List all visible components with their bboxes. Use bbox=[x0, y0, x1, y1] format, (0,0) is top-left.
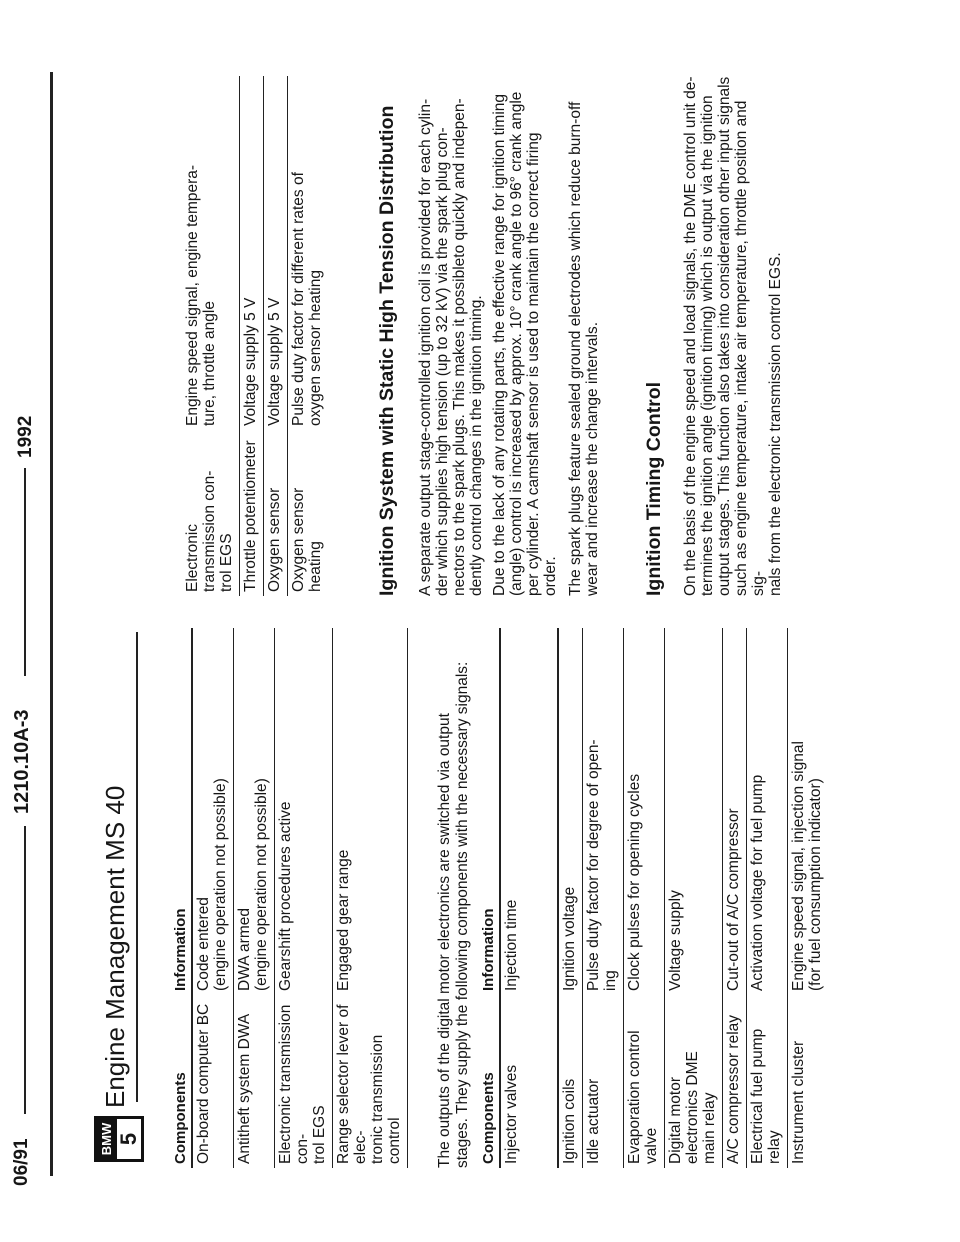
outputs-information: Cut-out of A/C compressor bbox=[723, 628, 747, 995]
outputs-component: Ignition coils bbox=[558, 995, 583, 1168]
header-year: 1992 bbox=[15, 415, 36, 458]
inputs-component: On-board computer BC bbox=[192, 995, 234, 1168]
section-ignition-p2: Due to the lack of any rotating parts, the effective range for ignition timing (angle) control is increased by approx. 10° crank angle to 96° crank angle per cylinder. A camshaft sensor is used to maintain the correct firing order. bbox=[491, 91, 559, 596]
table-row bbox=[583, 628, 624, 1168]
outputs-information: Ignition voltage bbox=[558, 628, 583, 995]
section-ignition-p3: The spark plugs feature sealed ground electrodes which reduce burn-off wear and increase the change intervals. bbox=[567, 101, 601, 596]
table-row bbox=[558, 628, 583, 1168]
header-full-rule bbox=[50, 72, 53, 1176]
table-row bbox=[288, 76, 329, 596]
table-row bbox=[192, 628, 234, 1168]
page-title: Engine Management MS 40 bbox=[100, 785, 130, 1108]
right-component: Oxygen sensor bbox=[264, 430, 288, 596]
outputs-component: Digital motor electronics DME main relay bbox=[665, 995, 723, 1168]
table-row bbox=[333, 628, 408, 1168]
header-doc-number: 1210.10A-3 bbox=[11, 709, 33, 814]
table-row bbox=[500, 628, 558, 1168]
inputs-component: Electronic transmission con- trol EGS bbox=[275, 995, 333, 1168]
table-row bbox=[264, 76, 288, 596]
header-rule-left bbox=[24, 826, 26, 1114]
right-information: Voltage supply 5 V bbox=[264, 76, 288, 430]
table-row bbox=[275, 628, 333, 1168]
section-timing-p1: On the basis of the engine speed and load signals, the DME control unit de- termines the ignition angle (ignition timing) which is output via the ignition output stages. This function also takes into consideration other input signals such as engine temperature, intake air temperature, throttle position and sig- nals from the electronic transmission control EGS. bbox=[682, 76, 784, 596]
right-information: Engine speed signal, engine tempera- ture, throttle angle bbox=[184, 164, 218, 426]
bmw-series-logo bbox=[94, 1116, 144, 1162]
outputs-information: Voltage supply bbox=[665, 628, 723, 995]
outputs-component: Idle actuator bbox=[583, 995, 624, 1168]
logo-series: 5 bbox=[116, 1132, 141, 1146]
outputs-component: A/C compressor relay bbox=[723, 995, 747, 1168]
page-header bbox=[11, 36, 51, 1186]
title-underline bbox=[136, 632, 138, 1102]
header-date: 06/91 bbox=[11, 1138, 32, 1186]
right-component: Throttle potentiometer bbox=[240, 430, 264, 596]
outputs-component: Electrical fuel pump relay bbox=[747, 995, 788, 1168]
logo-brand: BMW bbox=[97, 1119, 117, 1159]
right-component: Oxygen sensor heating bbox=[288, 430, 329, 596]
outputs-information: Activation voltage for fuel pump bbox=[747, 628, 788, 995]
inputs-information: Gearshift procedures active bbox=[275, 628, 333, 995]
outputs-information: Injection time bbox=[500, 628, 558, 995]
left-column bbox=[170, 628, 828, 1168]
table-row bbox=[665, 628, 723, 1168]
inputs-component: Antitheft system DWA bbox=[234, 995, 275, 1168]
table-row bbox=[788, 628, 829, 1168]
table-row bbox=[747, 628, 788, 1168]
inputs-col-components: Components bbox=[172, 1072, 189, 1164]
inputs-component: Range selector lever of elec- tronic transmission control bbox=[333, 995, 408, 1168]
outputs-component: Evaporation control valve bbox=[624, 995, 665, 1168]
outputs-information: Engine speed signal, injection signal (for fuel consumption indicator) bbox=[788, 628, 829, 995]
outputs-information: Clock pulses for opening cycles bbox=[624, 628, 665, 995]
header-rule-right bbox=[24, 468, 26, 676]
table-row bbox=[624, 628, 665, 1168]
table-row bbox=[234, 628, 275, 1168]
outputs-col-information: Information bbox=[480, 908, 497, 991]
outputs-component: Instrument cluster bbox=[788, 995, 829, 1168]
section-ignition-heading: Ignition System with Static High Tension Distribution bbox=[376, 105, 398, 596]
outputs-col-components: Components bbox=[480, 1072, 497, 1164]
right-information: Pulse duty factor for different rates of oxygen sensor heating bbox=[288, 76, 329, 430]
inputs-information: DWA armed (engine operation not possible) bbox=[234, 628, 275, 995]
inputs-information: Code entered (engine operation not possible) bbox=[192, 628, 234, 995]
inputs-col-information: Information bbox=[172, 908, 189, 991]
outputs-component: Injector valves bbox=[500, 995, 558, 1168]
section-timing-heading: Ignition Timing Control bbox=[643, 381, 665, 596]
table-row bbox=[182, 76, 240, 596]
table-row bbox=[240, 76, 264, 596]
right-column bbox=[182, 76, 784, 596]
inputs-table bbox=[170, 628, 414, 1168]
right-component: Electronic transmission con- trol EGS bbox=[184, 470, 235, 592]
table-row bbox=[723, 628, 747, 1168]
inputs-information: Engaged gear range bbox=[333, 628, 408, 995]
section-ignition-p1: A separate output stage-controlled ignition coil is provided for each cylin- der which supplies high tension (up to 32 kV) via the spark plug con- nectors to the spark plugs. This makes it possibleto quickly and indepen- dently control changes in the ignition timing. bbox=[417, 98, 485, 596]
outputs-table bbox=[478, 628, 828, 1168]
outputs-intro: The outputs of the digital motor electronics are switched via output stages. They supply the following components with the necessary signals: bbox=[436, 661, 471, 1168]
right-table bbox=[182, 76, 328, 596]
right-information: Voltage supply 5 V bbox=[240, 76, 264, 430]
outputs-information: Pulse duty factor for degree of open- ing bbox=[583, 628, 624, 995]
